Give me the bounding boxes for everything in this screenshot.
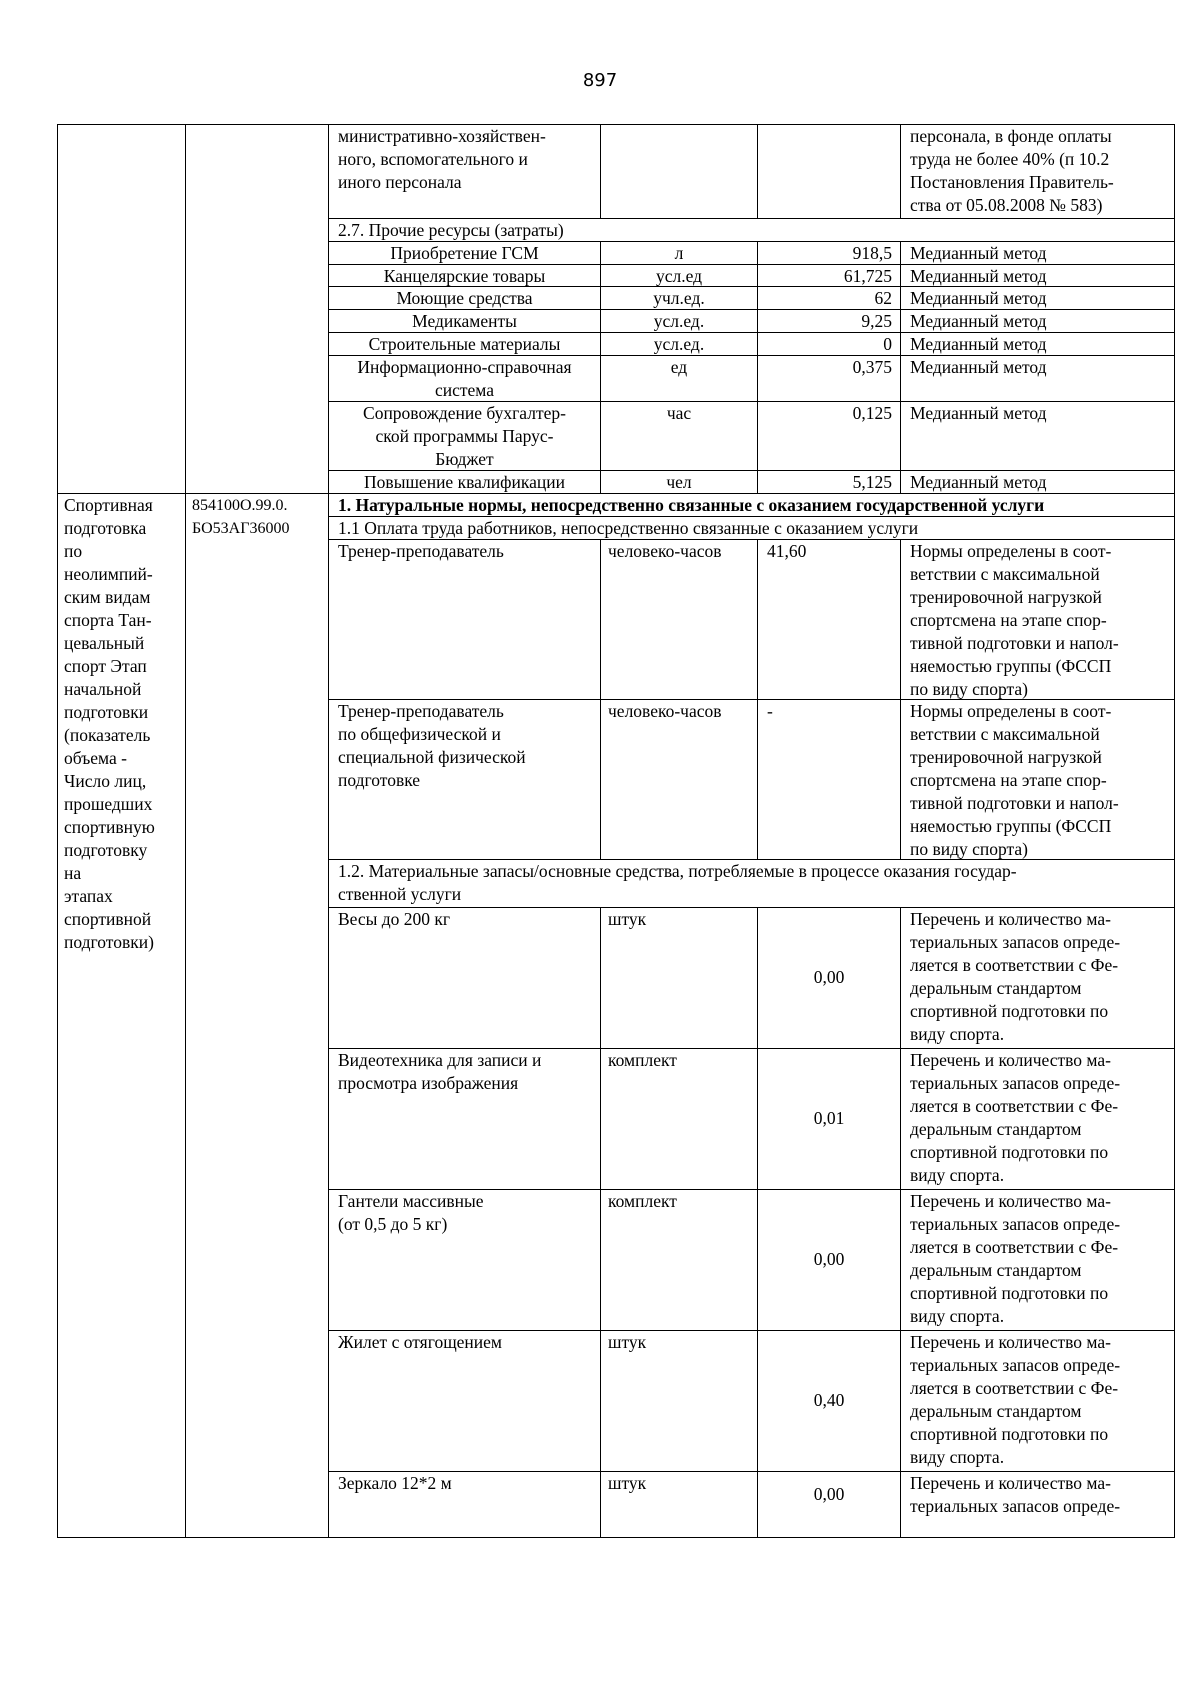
resource-method: Медианный метод <box>910 311 1047 331</box>
labor-note: Нормы определены в соот- ветствии с максимальной тренировочной нагрузкой спортсмена на этапе спор- тивной подготовки и напол- няемостью группы (ФССП по виду спорта) <box>910 701 1119 859</box>
rule <box>1174 124 1175 1538</box>
labor-note: Нормы определены в соот- ветствии с максимальной тренировочной нагрузкой спортсмена на этапе спор- тивной подготовки и напол- няемостью группы (ФССП по виду спорта) <box>910 541 1119 699</box>
material-name: Видеотехника для записи и просмотра изображения <box>338 1050 542 1093</box>
resource-method: Медианный метод <box>910 334 1047 354</box>
staff-note-cell: персонала, в фонде оплаты труда не более 40% (п 10.2 Постановления Правитель- ства от 05.08.2008 № 583) <box>910 126 1114 215</box>
material-note: Перечень и количество ма- териальных запасов опреде- ляется в соответствии с Фе- деральным стандартом спортивной подготовки по виду спорта. <box>910 1332 1121 1467</box>
labor-unit: человеко-часов <box>608 541 722 561</box>
material-value: 0,00 <box>813 1249 845 1269</box>
rule <box>57 124 58 1538</box>
material-unit: штук <box>608 1332 647 1352</box>
resource-name: Строительные материалы <box>368 334 561 354</box>
norms-table <box>57 124 1175 1538</box>
section-title: 1. Натуральные нормы, непосредственно связанные с оказанием государственной услуги <box>338 495 1045 515</box>
resource-unit: усл.ед. <box>653 334 705 354</box>
staff-cell: министративно-хозяйствен- ного, вспомогательного и иного персонала <box>338 126 546 192</box>
resource-method: Медианный метод <box>910 243 1047 263</box>
material-note: Перечень и количество ма- териальных запасов опреде- <box>910 1473 1121 1516</box>
resource-name: Канцелярские товары <box>383 266 546 286</box>
rule <box>900 241 901 493</box>
rule <box>757 124 758 218</box>
resource-name: Информационно-справочная система <box>357 357 572 400</box>
labor-name: Тренер-преподаватель по общефизической и специальной физической подготовке <box>338 701 526 790</box>
material-value: 0,00 <box>813 967 845 987</box>
material-unit: штук <box>608 909 647 929</box>
resource-value: 5,125 <box>852 472 892 492</box>
section-title: 1.1 Оплата труда работников, непосредственно связанные с оказанием услуги <box>338 518 919 538</box>
service-code-cell: 854100О.99.0. БО53АГ36000 <box>192 497 290 537</box>
rule <box>600 907 601 1538</box>
resource-method: Медианный метод <box>910 357 1047 377</box>
material-unit: комплект <box>608 1191 677 1211</box>
material-unit: комплект <box>608 1050 677 1070</box>
resource-unit: ед <box>670 357 688 377</box>
resource-value: 918,5 <box>852 243 892 263</box>
resource-name: Медикаменты <box>412 311 517 331</box>
material-unit: штук <box>608 1473 647 1493</box>
resource-unit: л <box>674 243 684 263</box>
rule <box>600 539 601 859</box>
material-name: Гантели массивные (от 0,5 до 5 кг) <box>338 1191 484 1234</box>
resource-value: 0,125 <box>852 403 892 423</box>
rule <box>900 907 901 1538</box>
resource-unit: усл.ед <box>655 266 703 286</box>
resource-unit: чел <box>666 472 692 492</box>
material-note: Перечень и количество ма- териальных запасов опреде- ляется в соответствии с Фе- деральным стандартом спортивной подготовки по виду спорта. <box>910 1050 1121 1185</box>
labor-value: - <box>767 701 773 721</box>
resource-value: 0 <box>883 334 892 354</box>
material-value: 0,01 <box>813 1108 845 1128</box>
section-title: 2.7. Прочие ресурсы (затраты) <box>338 220 564 240</box>
resource-value: 61,725 <box>843 266 892 286</box>
rule <box>600 124 601 218</box>
material-value: 0,40 <box>813 1390 845 1410</box>
rule <box>57 1537 1175 1538</box>
service-name-cell: Спортивная подготовка по неолимпий- ским видам спорта Тан- цевальный спорт Этап начальной подготовки (показатель объема - Число лиц, прошедших спортивную подготовку на этапах спортивной подготовки) <box>64 495 155 952</box>
material-note: Перечень и количество ма- териальных запасов опреде- ляется в соответствии с Фе- деральным стандартом спортивной подготовки по виду спорта. <box>910 1191 1121 1326</box>
labor-value: 41,60 <box>767 541 807 561</box>
rule <box>757 907 758 1538</box>
rule <box>900 539 901 859</box>
resource-method: Медианный метод <box>910 266 1047 286</box>
rule <box>757 539 758 859</box>
material-name: Зеркало 12*2 м <box>338 1473 452 1493</box>
page-number: 897 <box>582 70 618 91</box>
material-note: Перечень и количество ма- териальных запасов опреде- ляется в соответствии с Фе- деральным стандартом спортивной подготовки по виду спорта. <box>910 909 1121 1044</box>
material-value: 0,00 <box>813 1484 845 1504</box>
resource-unit: учл.ед. <box>653 288 705 308</box>
resource-name: Приобретение ГСМ <box>390 243 539 263</box>
resource-method: Медианный метод <box>910 288 1047 308</box>
resource-unit: час <box>666 403 692 423</box>
resource-value: 62 <box>874 288 892 308</box>
rule <box>900 124 901 218</box>
resource-method: Медианный метод <box>910 403 1047 423</box>
material-name: Весы до 200 кг <box>338 909 451 929</box>
resource-name: Моющие средства <box>396 288 533 308</box>
material-name: Жилет с отягощением <box>338 1332 503 1352</box>
resource-name: Повышение квалификации <box>364 472 565 492</box>
labor-name: Тренер-преподаватель <box>338 541 504 561</box>
resource-unit: усл.ед. <box>653 311 705 331</box>
section-title: 1.2. Материальные запасы/основные средства, потребляемые в процессе оказания государ- ственной услуги <box>338 861 1017 904</box>
resource-value: 9,25 <box>861 311 892 331</box>
resource-value: 0,375 <box>852 357 892 377</box>
resource-method: Медианный метод <box>910 472 1047 492</box>
labor-unit: человеко-часов <box>608 701 722 721</box>
rule <box>185 124 186 1538</box>
resource-name: Сопровождение бухгалтер- ской программы Парус- Бюджет <box>363 403 566 469</box>
